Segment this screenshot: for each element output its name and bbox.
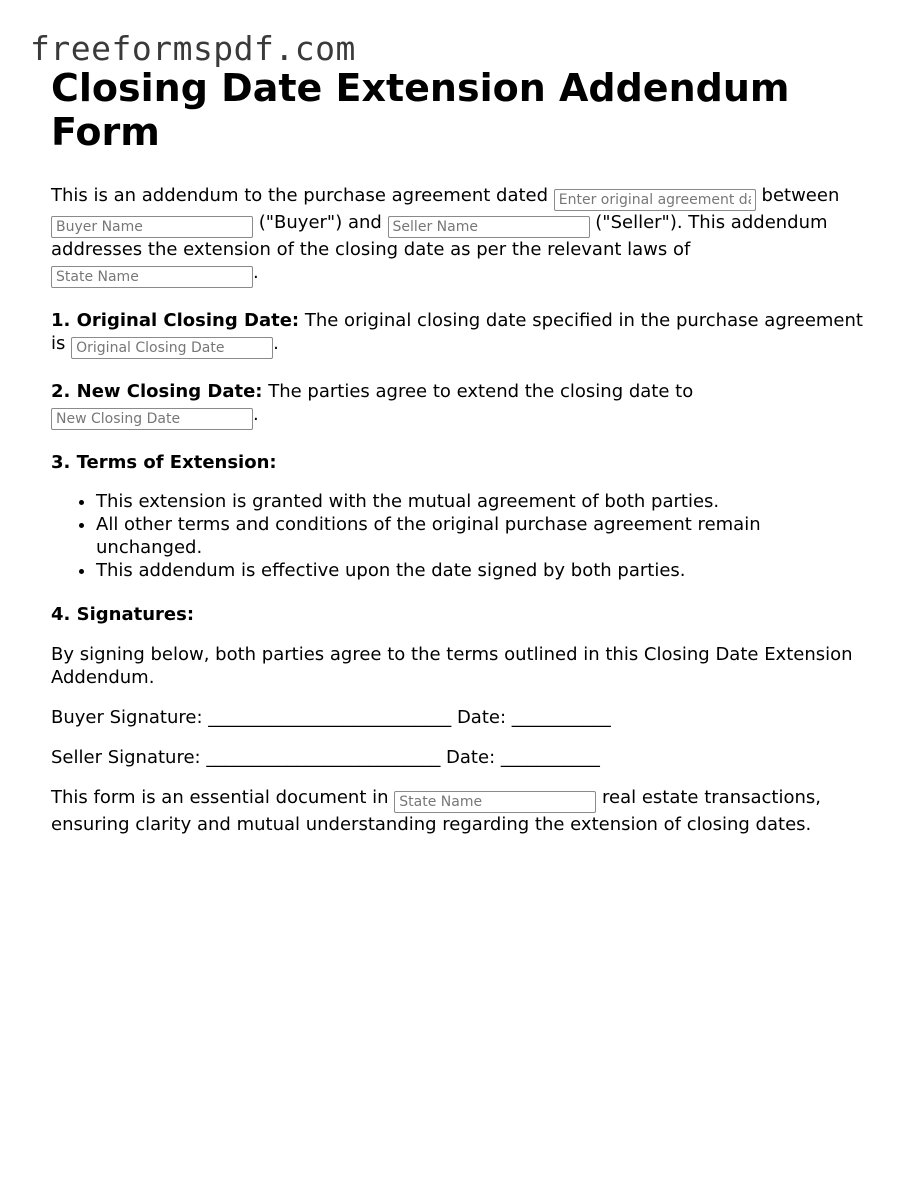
list-item: • This addendum is effective upon the date signed by both parties. — [96, 559, 871, 582]
buyer-signature-line: Buyer Signature: ___________________________ Date: ___________ — [51, 707, 611, 728]
state-name-field[interactable] — [51, 266, 253, 288]
section-4-heading-text: 4. Signatures: — [51, 604, 195, 625]
section-1-heading: 1. Original Closing Date: — [51, 310, 300, 331]
section-original-closing-date — [51, 309, 871, 359]
page-title: Closing Date Extension Addendum Form — [51, 66, 790, 154]
section-2-heading: 2. New Closing Date: — [51, 381, 263, 402]
section-3-heading-text: 3. Terms of Extension: — [51, 452, 277, 473]
section-2-text: The parties agree to extend the closing date to — [268, 381, 694, 402]
watermark: freeformspdf.com — [30, 29, 356, 68]
intro-text-1: This is an addendum to the purchase agreement dated — [51, 185, 549, 206]
intro-text-4: ("Seller"). This addendum addresses the extension of the closing date as per the relevant laws of — [51, 212, 828, 260]
new-closing-date-field[interactable] — [51, 408, 253, 430]
closing-state-name-field[interactable] — [394, 791, 596, 813]
closing-text-2: real estate transactions, ensuring clarity and mutual understanding regarding the extension of closing dates. — [51, 787, 822, 835]
list-item: • All other terms and conditions of the original purchase agreement remain unchanged. — [96, 513, 871, 559]
intro-text-2: between — [761, 185, 840, 206]
section-1-end: . — [273, 333, 279, 354]
closing-text-1: This form is an essential document in — [51, 787, 389, 808]
addendum-form — [51, 66, 871, 836]
section-new-closing-date — [51, 380, 871, 430]
seller-name-field[interactable] — [388, 216, 590, 238]
intro-text-3: ("Buyer") and — [258, 212, 382, 233]
buyer-name-field[interactable] — [51, 216, 253, 238]
intro-text-5: . — [253, 262, 259, 283]
closing-paragraph — [51, 786, 871, 836]
list-item: • This extension is granted with the mutual agreement of both parties. — [96, 490, 871, 513]
intro-paragraph — [51, 184, 871, 288]
section-1-text: The original closing date specified in the purchase agreement is — [51, 310, 863, 354]
original-closing-date-field[interactable] — [71, 337, 273, 359]
section-3-heading — [51, 451, 871, 474]
section-2-end: . — [253, 404, 259, 425]
signatures-text: By signing below, both parties agree to the terms outlined in this Closing Date Extension Addendum. — [51, 644, 853, 688]
terms-list — [51, 490, 871, 582]
seller-signature-line: Seller Signature: __________________________ Date: ___________ — [51, 747, 600, 768]
agreement-date-field[interactable] — [554, 189, 756, 211]
section-4-heading — [51, 603, 871, 626]
